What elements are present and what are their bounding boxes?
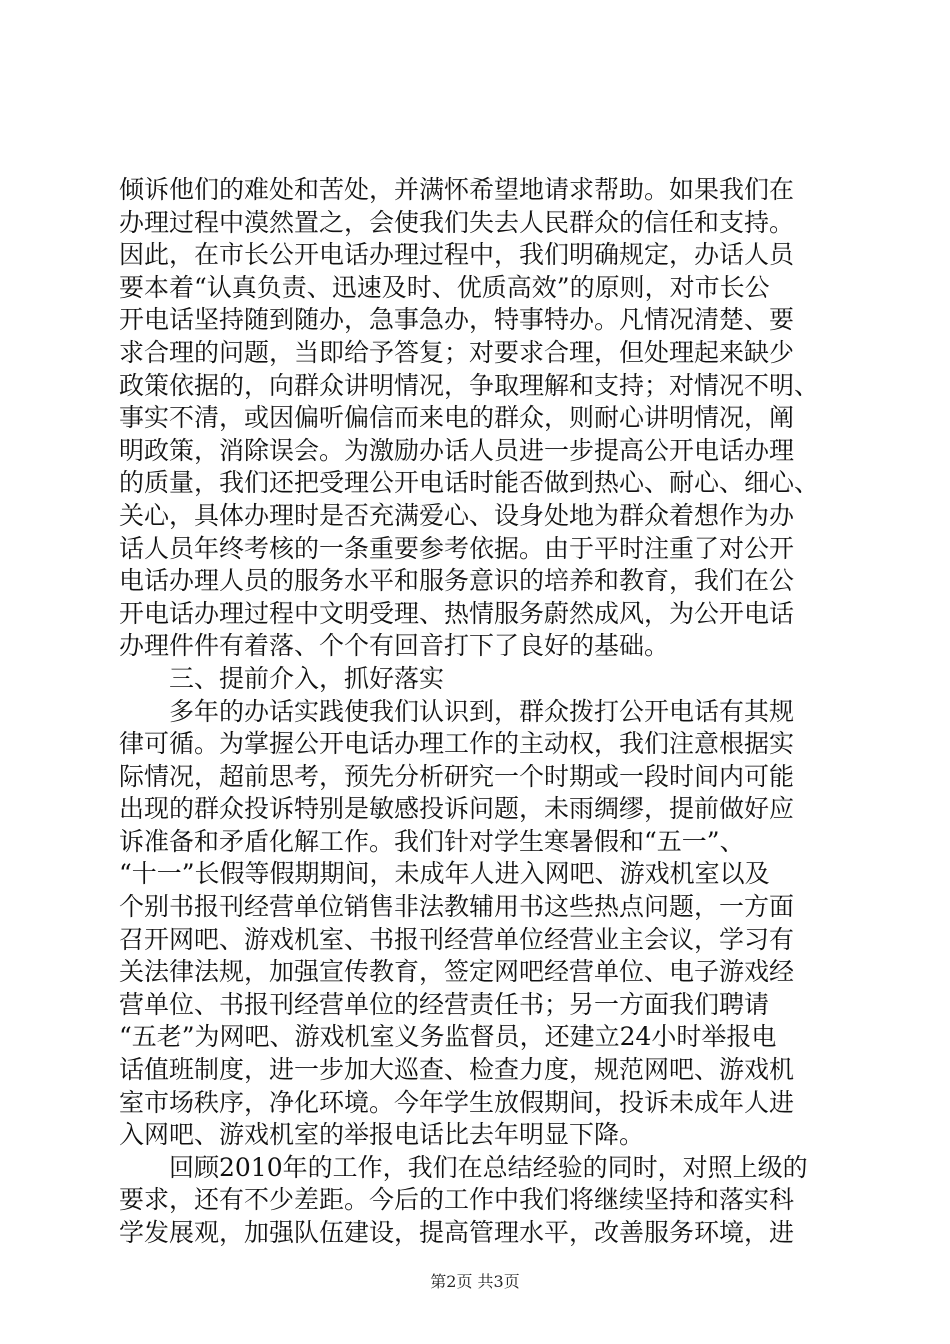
text-line: 营单位、书报刊经营单位的经营责任书；另一方面我们聘请 — [119, 989, 770, 1019]
text-line: 关心，具体办理时是否充满爱心、设身处地为群众着想作为办 — [119, 500, 795, 530]
page-footer: 第2页 共3页 — [430, 1272, 520, 1291]
text-line: 关法律法规，加强宣传教育，签定网吧经营单位、电子游戏经 — [119, 957, 795, 987]
text-line: “十一”长假等假期期间，未成年人进入网吧、游戏机室以及 — [119, 859, 770, 889]
text-line: 因此，在市长公开电话办理过程中，我们明确规定，办话人员 — [119, 240, 795, 270]
text-line: 回顾2010年的工作，我们在总结经验的同时，对照上级的 — [119, 1152, 808, 1182]
text-line: 办理过程中漠然置之，会使我们失去人民群众的信任和支持。 — [119, 207, 795, 237]
text-line: 电话办理人员的服务水平和服务意识的培养和教育，我们在公 — [119, 566, 795, 596]
text-line: 求合理的问题，当即给予答复；对要求合理，但处理起来缺少 — [119, 337, 795, 367]
text-line: 出现的群众投诉特别是敏感投诉问题，未雨绸缪，提前做好应 — [119, 794, 795, 824]
text-line: 的质量，我们还把受理公开电话时能否做到热心、耐心、细心、 — [119, 468, 820, 498]
text-line: 际情况，超前思考，预先分析研究一个时期或一段时间内可能 — [119, 761, 795, 791]
text-line: 多年的办话实践使我们认识到，群众拨打公开电话有其规 — [119, 696, 795, 726]
text-line: 政策依据的，向群众讲明情况，争取理解和支持；对情况不明、 — [119, 370, 820, 400]
text-line: 要本着“认真负责、迅速及时、优质高效”的原则，对市长公 — [119, 272, 770, 302]
text-line: 要求，还有不少差距。今后的工作中我们将继续坚持和落实科 — [119, 1185, 795, 1215]
text-line: 事实不清，或因偏听偏信而来电的群众，则耐心讲明情况，阐 — [119, 403, 795, 433]
text-line: 诉准备和矛盾化解工作。我们针对学生寒暑假和“五一”、 — [119, 826, 745, 856]
text-line: 明政策，消除误会。为激励办话人员进一步提高公开电话办理 — [119, 435, 795, 465]
text-line: “五老”为网吧、游戏机室义务监督员，还建立24小时举报电 — [119, 1022, 777, 1052]
text-line: 学发展观，加强队伍建设，提高管理水平，改善服务环境，进 — [119, 1218, 795, 1247]
text-line: 倾诉他们的难处和苦处，并满怀希望地请求帮助。如果我们在 — [119, 175, 795, 204]
text-line: 三、提前介入，抓好落实 — [119, 663, 445, 693]
text-line: 话人员年终考核的一条重要参考依据。由于平时注重了对公开 — [119, 533, 795, 563]
text-line: 入网吧、游戏机室的举报电话比去年明显下降。 — [119, 1120, 645, 1150]
body-text — [119, 174, 833, 1250]
text-line: 开电话办理过程中文明受理、热情服务蔚然成风，为公开电话 — [119, 598, 795, 628]
text-line: 办理件件有着落、个个有回音打下了良好的基础。 — [119, 631, 670, 661]
text-line: 室市场秩序，净化环境。今年学生放假期间，投诉未成年人进 — [119, 1087, 795, 1117]
text-line: 个别书报刊经营单位销售非法教辅用书这些热点问题，一方面 — [119, 892, 795, 922]
text-line: 召开网吧、游戏机室、书报刊经营单位经营业主会议，学习有 — [119, 924, 795, 954]
text-line: 律可循。为掌握公开电话办理工作的主动权，我们注意根据实 — [119, 729, 795, 759]
text-line: 开电话坚持随到随办，急事急办，特事特办。凡情况清楚、要 — [119, 305, 795, 335]
text-line: 话值班制度，进一步加大巡查、检查力度，规范网吧、游戏机 — [119, 1055, 795, 1085]
